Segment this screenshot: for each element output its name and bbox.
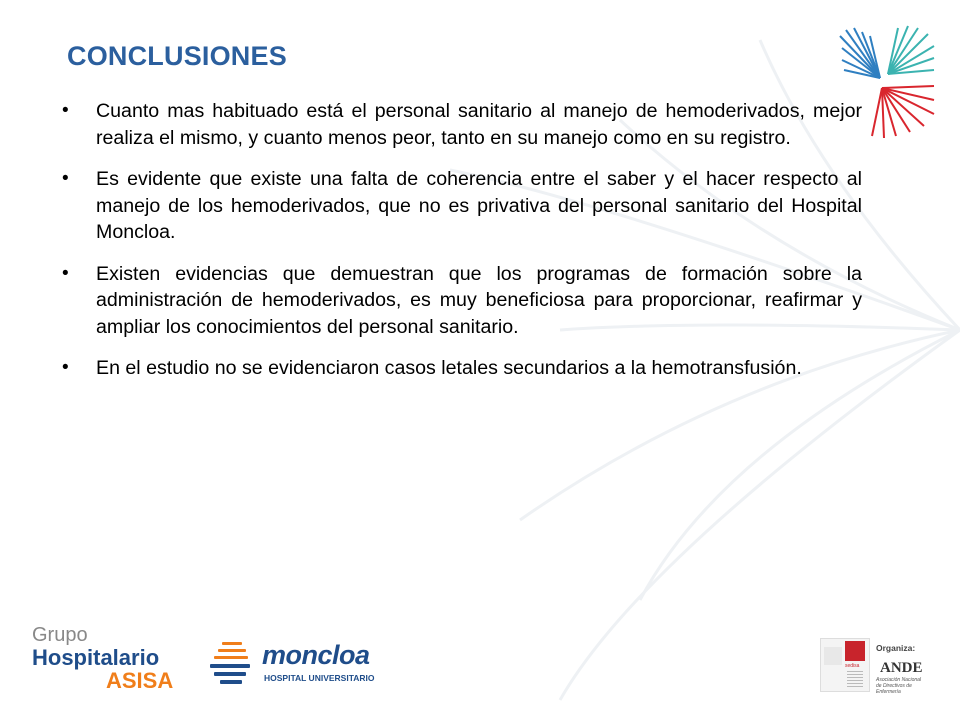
sedisa-badge: [820, 638, 870, 692]
sedisa-mark-icon: [845, 641, 865, 661]
bullet-symbol: •: [62, 100, 69, 121]
bullet-item: [62, 98, 862, 151]
grupo-logo-line3: ASISA: [106, 668, 174, 693]
ande-subtitle: Asociación Nacional de Directivos de Enfermería: [876, 677, 922, 695]
moncloa-subtitle: HOSPITAL UNIVERSITARIO: [264, 673, 375, 683]
bullet-list: [62, 98, 862, 397]
bullet-item: [62, 166, 862, 246]
bullet-text: En el estudio no se evidenciaron casos letales secundarios a la hemotransfusión.: [96, 357, 802, 379]
moncloa-name: moncloa: [262, 640, 370, 670]
grupo-logo-line1: Grupo: [32, 624, 88, 646]
bullet-item: [62, 355, 862, 382]
grupo-hospitalario-asisa-logo: [32, 624, 192, 694]
ande-logo: ANDE: [880, 660, 923, 676]
bullet-text: Existen evidencias que demuestran que los programas de formación sobre la administración de hemoderivados, es muy beneficiosa para proporcionar, reafirmar y ampliar los conocimientos del personal sanitario.: [96, 262, 862, 338]
bullet-text: Es evidente que existe una falta de coherencia entre el saber y el hacer respecto al manejo de los hemoderivados, que no es privativa del personal sanitario del Hospital Moncloa.: [96, 168, 862, 243]
bullet-symbol: •: [62, 262, 69, 284]
slide-title: CONCLUSIONES: [67, 41, 287, 71]
palm-leaf-logo: [838, 22, 938, 142]
moncloa-logo: [208, 640, 378, 690]
bullet-symbol: •: [62, 168, 69, 189]
bullet-text: Cuanto mas habituado está el personal sanitario al manejo de hemoderivados, mejor realiza el mismo, y cuanto menos peor, tanto en su manejo como en su registro.: [96, 100, 862, 149]
sedisa-text: sedisa: [845, 663, 860, 669]
organiza-label: Organiza:: [876, 643, 916, 653]
grupo-logo-line2: Hospitalario: [32, 645, 160, 670]
bullet-item: [62, 261, 862, 341]
hand-icon: [824, 647, 842, 665]
bullet-symbol: •: [62, 357, 69, 378]
badge-text-lines: [847, 671, 863, 687]
moncloa-mark-icon: [208, 640, 258, 688]
